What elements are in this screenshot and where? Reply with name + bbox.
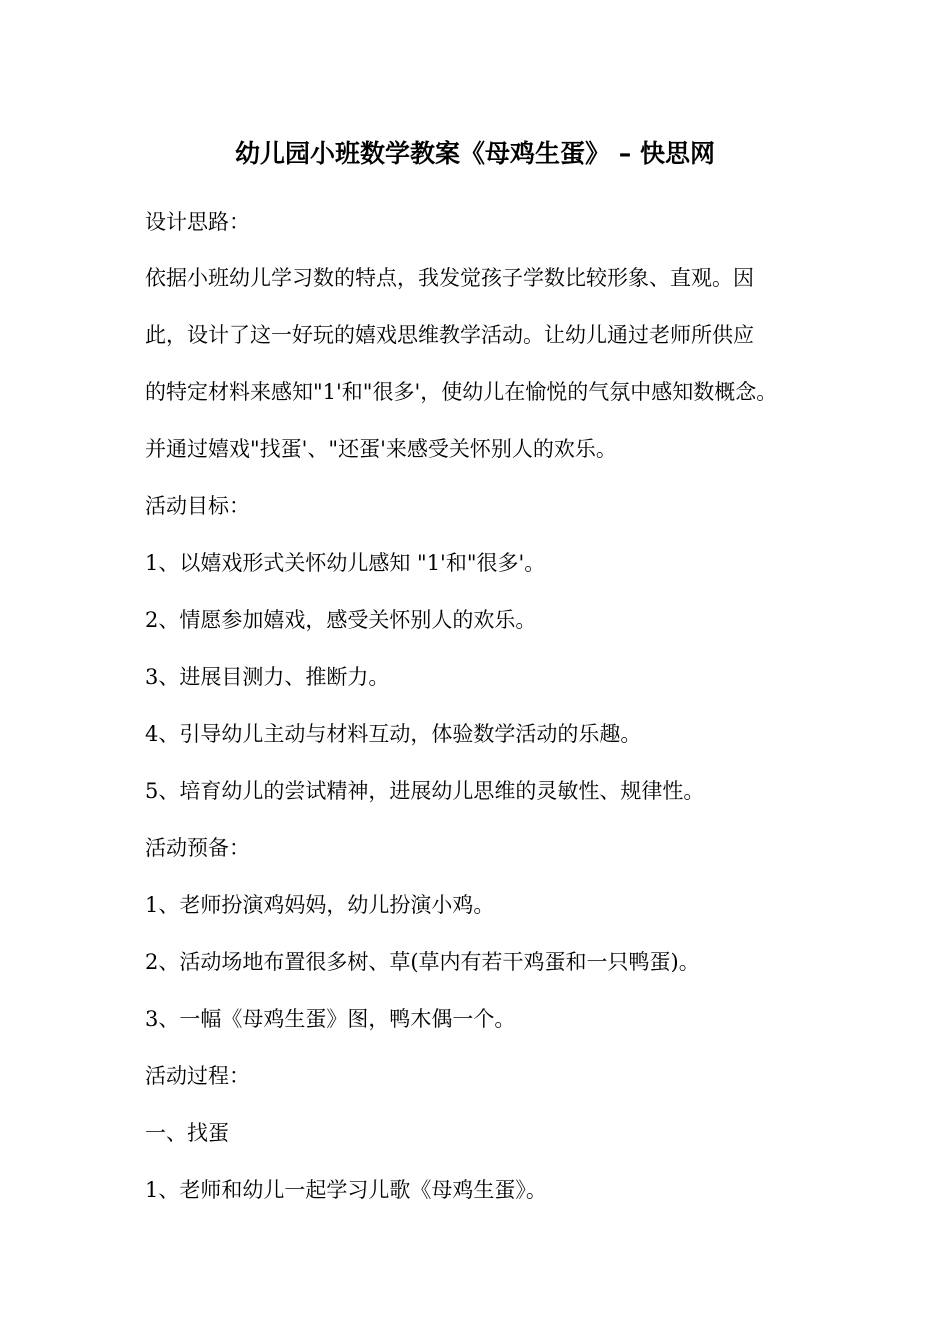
text-line-paragraph-3: 的特定材料来感知"1'和"很多'，使幼儿在愉悦的气氛中感知数概念。 bbox=[145, 380, 778, 404]
text-line-goals-heading: 活动目标： bbox=[145, 494, 250, 518]
text-line-prep-2: 2、活动场地布置很多树、草(草内有若干鸡蛋和一只鸭蛋)。 bbox=[145, 950, 700, 974]
text-line-goal-4: 4、引导幼儿主动与材料互动，体验数学活动的乐趣。 bbox=[145, 722, 642, 746]
text-line-prep-3: 3、一幅《母鸡生蛋》图，鸭木偶一个。 bbox=[145, 1007, 516, 1031]
text-line-goal-3: 3、进展目测力、推断力。 bbox=[145, 665, 390, 689]
document-title: 幼儿园小班数学教案《母鸡生蛋》 – 快思网 bbox=[235, 139, 715, 168]
text-line-design-heading: 设计思路： bbox=[145, 210, 250, 234]
text-line-goal-2: 2、情愿参加嬉戏，感受关怀别人的欢乐。 bbox=[145, 608, 537, 632]
text-line-goal-1: 1、以嬉戏形式关怀幼儿感知 "1'和"很多'。 bbox=[145, 551, 546, 575]
text-line-paragraph-2: 此，设计了这一好玩的嬉戏思维教学活动。让幼儿通过老师所供应 bbox=[145, 323, 754, 347]
text-line-goal-5: 5、培育幼儿的尝试精神，进展幼儿思维的灵敏性、规律性。 bbox=[145, 779, 705, 803]
text-line-paragraph-4: 并通过嬉戏"找蛋'、"还蛋'来感受关怀别人的欢乐。 bbox=[145, 437, 617, 461]
text-line-process-section-1: 一、找蛋 bbox=[145, 1121, 229, 1145]
text-line-prep-1: 1、老师扮演鸡妈妈，幼儿扮演小鸡。 bbox=[145, 893, 495, 917]
text-line-process-heading: 活动过程： bbox=[145, 1064, 250, 1088]
text-line-process-step-1: 1、老师和幼儿一起学习儿歌《母鸡生蛋》。 bbox=[145, 1178, 547, 1202]
text-line-paragraph-1: 依据小班幼儿学习数的特点，我发觉孩子学数比较形象、直观。因 bbox=[145, 266, 754, 290]
text-line-prep-heading: 活动预备： bbox=[145, 836, 250, 860]
